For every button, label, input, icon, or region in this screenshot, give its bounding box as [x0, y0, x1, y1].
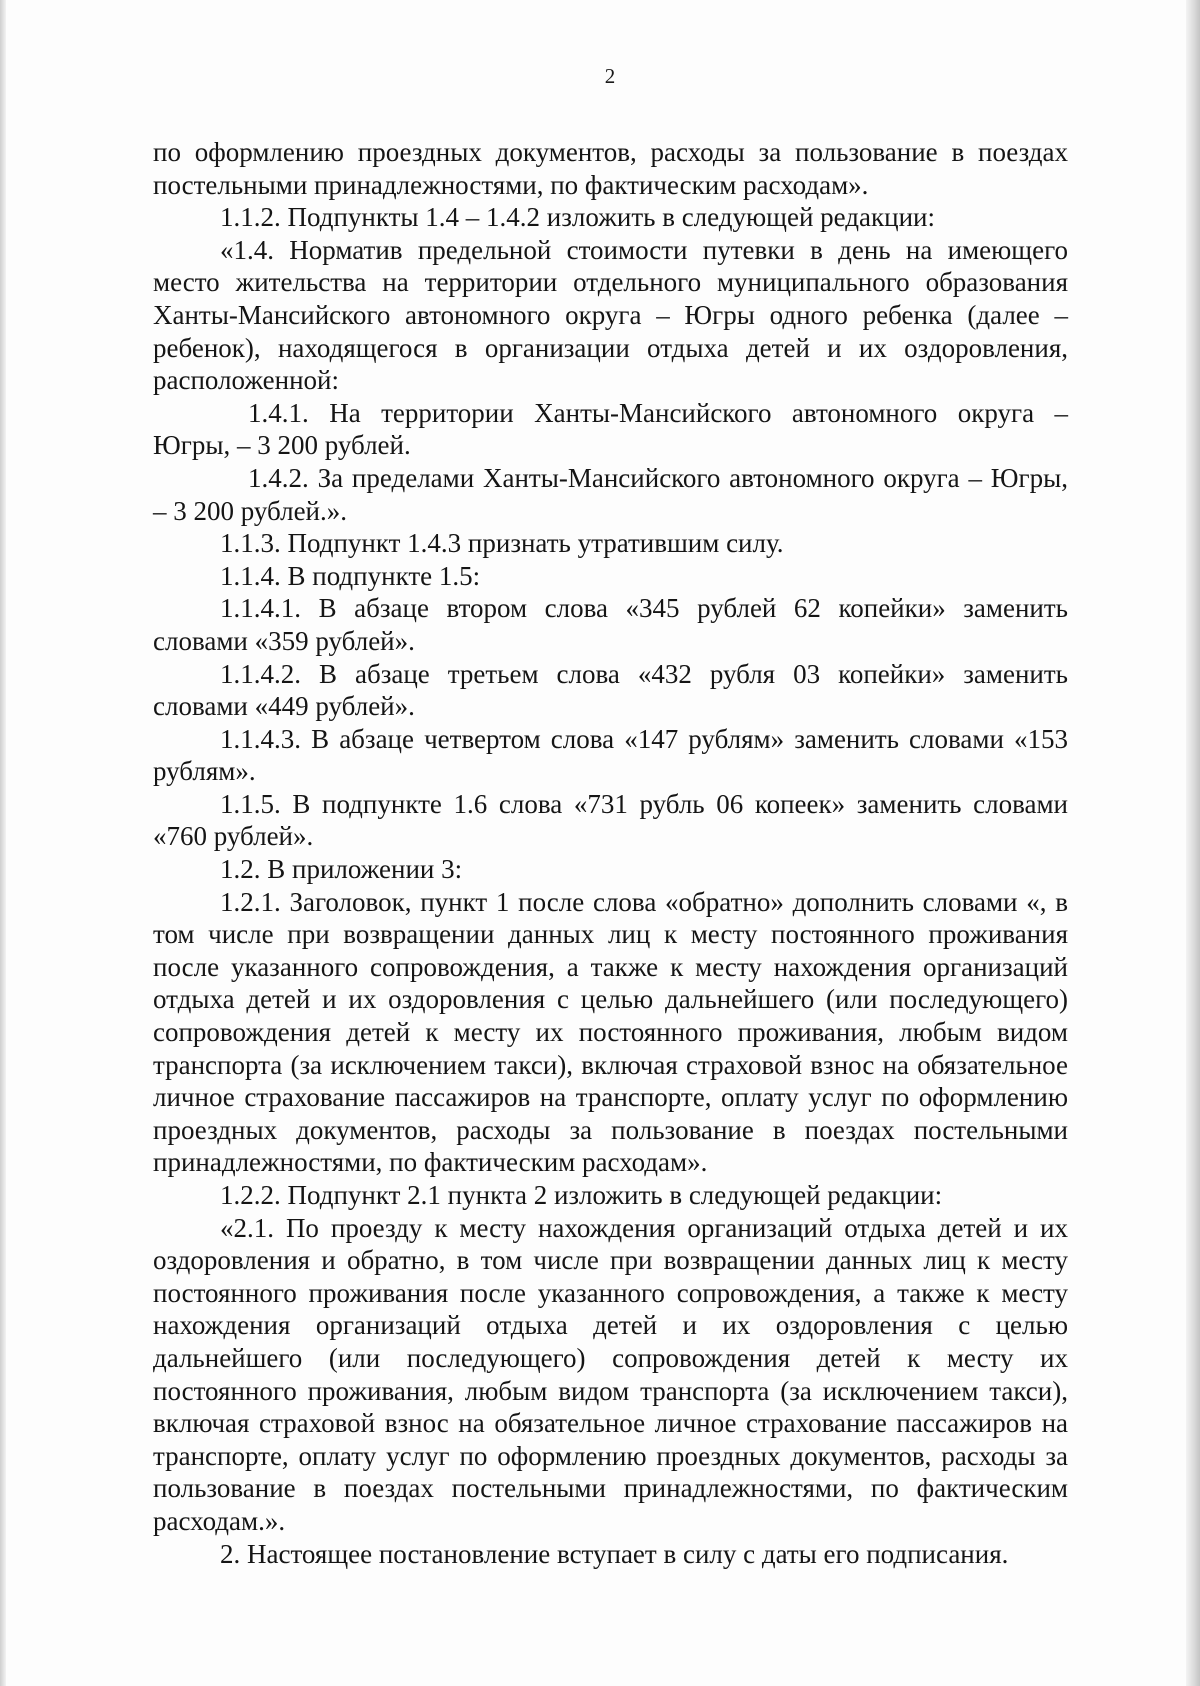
paragraph-1-1-2: 1.1.2. Подпункты 1.4 – 1.4.2 изложить в следующей редакции: [220, 202, 935, 233]
paragraph-1-1-5: 1.1.5. В подпункте 1.6 слова «731 рубль 06 копеек» заменить словами «760 рублей». [153, 788, 1068, 852]
paragraph-1-2-2: 1.2.2. Подпункт 2.1 пункта 2 изложить в следующей редакции: [220, 1180, 943, 1210]
scan-edge-right [1186, 0, 1200, 1686]
paragraph-1-1-4: 1.1.4. В подпункте 1.5: [220, 560, 481, 591]
paragraph-1-2: 1.2. В приложении 3: [220, 854, 463, 885]
paragraph-1-1-4-1: 1.1.4.1. В абзаце втором слова «345 рублей 62 копейки» заменить словами «359 рублей». [153, 593, 1068, 656]
paragraph-continuation: по оформлению проездных документов, расходы за пользование в поездах постельными принадлежностями, по фактическим расходам». [153, 137, 1068, 200]
paragraph-2-effective-date: 2. Настоящее постановление вступает в силу с даты его подписания. [220, 1538, 1009, 1569]
document-body [153, 136, 1068, 1570]
paragraph-1-4-quote: «1.4. Норматив предельной стоимости путевки в день на имеющего место жительства на территории отдельного муниципального образования Ханты-Мансийского автономного округа – Югры одного ребенка (далее – ребенок), находящегося в организации отдыха детей и их оздоровления, расположенной: [153, 234, 1068, 396]
page-number: 2 [604, 64, 616, 88]
scan-edge-left [0, 0, 6, 1686]
paragraph-1-1-3: 1.1.3. Подпункт 1.4.3 признать утратившим силу. [220, 528, 784, 559]
paragraph-1-1-4-2: 1.1.4.2. В абзаце третьем слова «432 рубля 03 копейки» заменить словами «449 рублей». [153, 658, 1068, 722]
paragraph-2-1-quote: «2.1. По проезду к месту нахождения организаций отдыха детей и их оздоровления и обратно, в том числе при возвращении данных лиц к месту постоянного проживания после указанного сопровождения, а также к месту нахождения организаций отдыха детей и их оздоровления с целью дальнейшего (или последующего) сопровождения детей к месту их постоянного проживания, любым видом транспорта (за исключением такси), включая страховой взнос на обязательное личное страхование пассажиров на транспорте, оплату услуг по оформлению проездных документов, расходы за пользование в поездах постельными принадлежностями, по фактическим расходам.». [153, 1212, 1068, 1536]
paragraph-1-2-1: 1.2.1. Заголовок, пункт 1 после слова «обратно» дополнить словами «, в том числе при возвращении данных лиц к месту постоянного проживания после указанного сопровождения, а также к месту нахождения организаций отдыха детей и их оздоровления с целью дальнейшего (или последующего) сопровождения детей к месту их постоянного проживания, любым видом транспорта (за исключением такси), включая страховой взнос на обязательное личное страхование пассажиров на транспорте, оплату услуг по оформлению проездных документов, расходы за пользование в поездах постельными принадлежностями, по фактическим расходам». [153, 886, 1068, 1178]
paragraph-1-1-4-3: 1.1.4.3. В абзаце четвертом слова «147 рублям» заменить словами «153 рублям». [153, 723, 1068, 787]
paragraph-1-4-1: 1.4.1. На территории Ханты-Мансийского автономного округа – Югры, – 3 200 рублей. [153, 397, 1068, 461]
paragraph-1-4-2: 1.4.2. За пределами Ханты-Мансийского автономного округа – Югры, – 3 200 рублей.». [153, 462, 1068, 526]
